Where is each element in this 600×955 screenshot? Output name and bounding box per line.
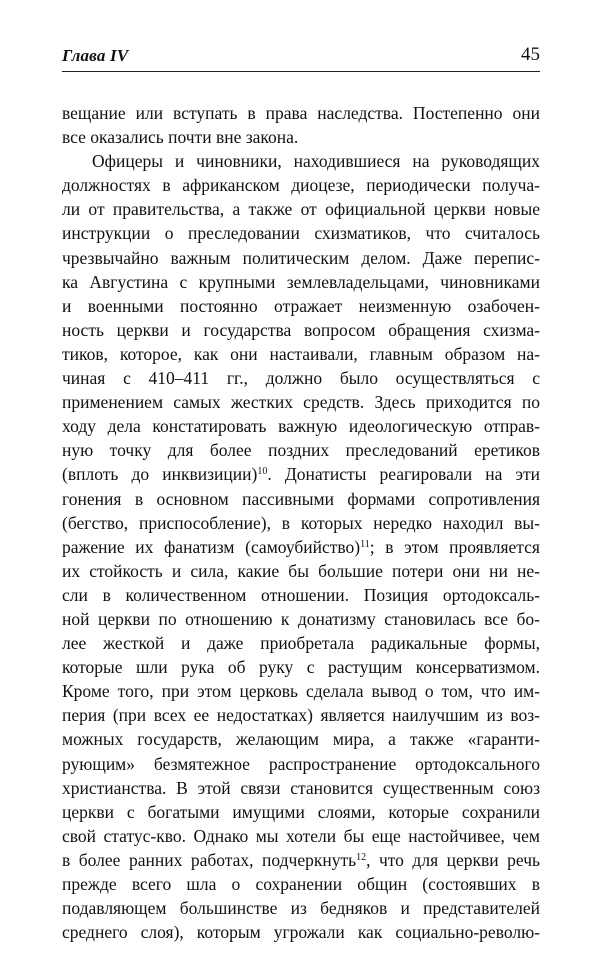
text-line (62, 487, 540, 511)
text-line (62, 246, 540, 270)
text-line (62, 776, 540, 800)
line-text-continued: ; в этом проявляется (369, 536, 540, 557)
text-line (62, 342, 540, 366)
text-line (62, 125, 540, 149)
text-line (62, 655, 540, 679)
text-line (62, 631, 540, 655)
line-text: подавляющем большинстве из бедняков и представителей (62, 898, 540, 919)
text-line (62, 438, 540, 462)
line-text: применением самых жестких средств. Здесь приходится по (62, 392, 540, 413)
text-line (62, 535, 540, 559)
line-text: инструкции о преследовании схизматиков, что считалось (62, 223, 540, 244)
text-line (62, 679, 540, 703)
text-line (62, 727, 540, 751)
line-text: вещание или вступать в права наследства. Постепенно они (62, 103, 540, 123)
page-number: 45 (521, 44, 540, 65)
line-text: рующим» безмятежное распространение ортодоксального (62, 753, 540, 774)
line-text-continued: , что для церкви речь (366, 849, 540, 870)
line-text: ка Августина с крупными землевладельцами, чиновниками (62, 271, 540, 292)
line-text-continued: . Донатисты реагировали на эти (267, 464, 540, 485)
line-text: гонения в основном пассивными формами сопротивления (62, 488, 540, 509)
line-text: лее жесткой и даже приобретала радикальные формы, (62, 633, 540, 654)
line-text: чиная с 410–411 гг., должно было осуществляться с (62, 368, 540, 389)
line-text: тиков, которое, как они настаивали, главным образом на- (62, 343, 540, 364)
text-line (62, 462, 540, 486)
text-line (62, 824, 540, 848)
line-text: христианства. В этой связи становится существенным союз (62, 777, 540, 798)
body-text (62, 101, 540, 944)
text-line (62, 197, 540, 221)
text-line (62, 221, 540, 245)
text-line (62, 149, 540, 173)
text-line (62, 294, 540, 318)
running-head (62, 44, 540, 70)
line-text: Кроме того, при этом церковь сделала вывод о том, что им- (62, 681, 540, 702)
header-rule (62, 71, 540, 72)
line-text: ходу дела констатировать важную идеологическую отправ- (62, 416, 540, 437)
text-line (62, 583, 540, 607)
text-line (62, 173, 540, 197)
line-text: в более ранних работах, подчеркнуть (62, 849, 357, 870)
text-line (62, 848, 540, 872)
text-line (62, 752, 540, 776)
text-line (62, 896, 540, 920)
text-line (62, 511, 540, 535)
text-line (62, 390, 540, 414)
line-text: ражение их фанатизм (самоубийство) (62, 536, 361, 557)
chapter-title: Глава IV (62, 46, 129, 65)
line-text: ность церкви и государства вопросом обращения схизма- (62, 319, 540, 340)
line-text: среднего слоя), которым угрожали как социально-револю- (62, 922, 540, 943)
line-text: можных государств, желающим мира, а также «гаранти- (62, 729, 540, 750)
line-text: должностях в африканском диоцезе, периодически получа- (62, 175, 540, 196)
text-line (62, 872, 540, 896)
footnote-ref: 11 (360, 538, 370, 550)
text-line (62, 703, 540, 727)
text-line (62, 366, 540, 390)
line-text: ную точку для более поздних преследований еретиков (62, 440, 540, 461)
footnote-ref: 12 (356, 851, 367, 863)
line-text: Офицеры и чиновники, находившиеся на руководящих (92, 151, 540, 172)
text-line (62, 270, 540, 294)
line-text: прежде всего шла о сохранении общин (состоявших в (62, 874, 540, 894)
line-text: чрезвычайно важным политическим делом. Даже перепис- (62, 247, 540, 268)
text-line (62, 920, 540, 944)
text-line (62, 318, 540, 342)
footnote-ref: 10 (257, 466, 268, 478)
line-text: сли в количественном отношении. Позиция ортодоксаль- (62, 584, 540, 605)
line-text: которые шли рука об руку с растущим консерватизмом. (62, 657, 540, 678)
line-text: и военными постоянно отражает неизменную озабочен- (62, 295, 540, 316)
text-line (62, 800, 540, 824)
line-text: ли от правительства, а также от официальной церкви новые (62, 199, 540, 220)
line-text: (вплоть до инквизиции) (62, 464, 258, 485)
line-text: церкви с богатыми имущими слоями, которые сохранили (62, 801, 540, 822)
line-text: ной церкви по отношению к донатизму становилась все бо- (62, 608, 540, 629)
line-text: свой статус-кво. Однако мы хотели бы еще настойчивее, чем (62, 825, 540, 846)
text-line (62, 101, 540, 125)
text-line (62, 559, 540, 583)
line-text: их стойкость и сила, какие бы большие потери они ни не- (62, 560, 540, 581)
line-text: перия (при всех ее недостатках) является наилучшим из воз- (62, 705, 540, 726)
line-text: (бегство, приспособление), в которых нередко находил вы- (62, 512, 540, 533)
text-line (62, 414, 540, 438)
text-line (62, 607, 540, 631)
line-text: все оказались почти вне закона. (62, 127, 299, 148)
